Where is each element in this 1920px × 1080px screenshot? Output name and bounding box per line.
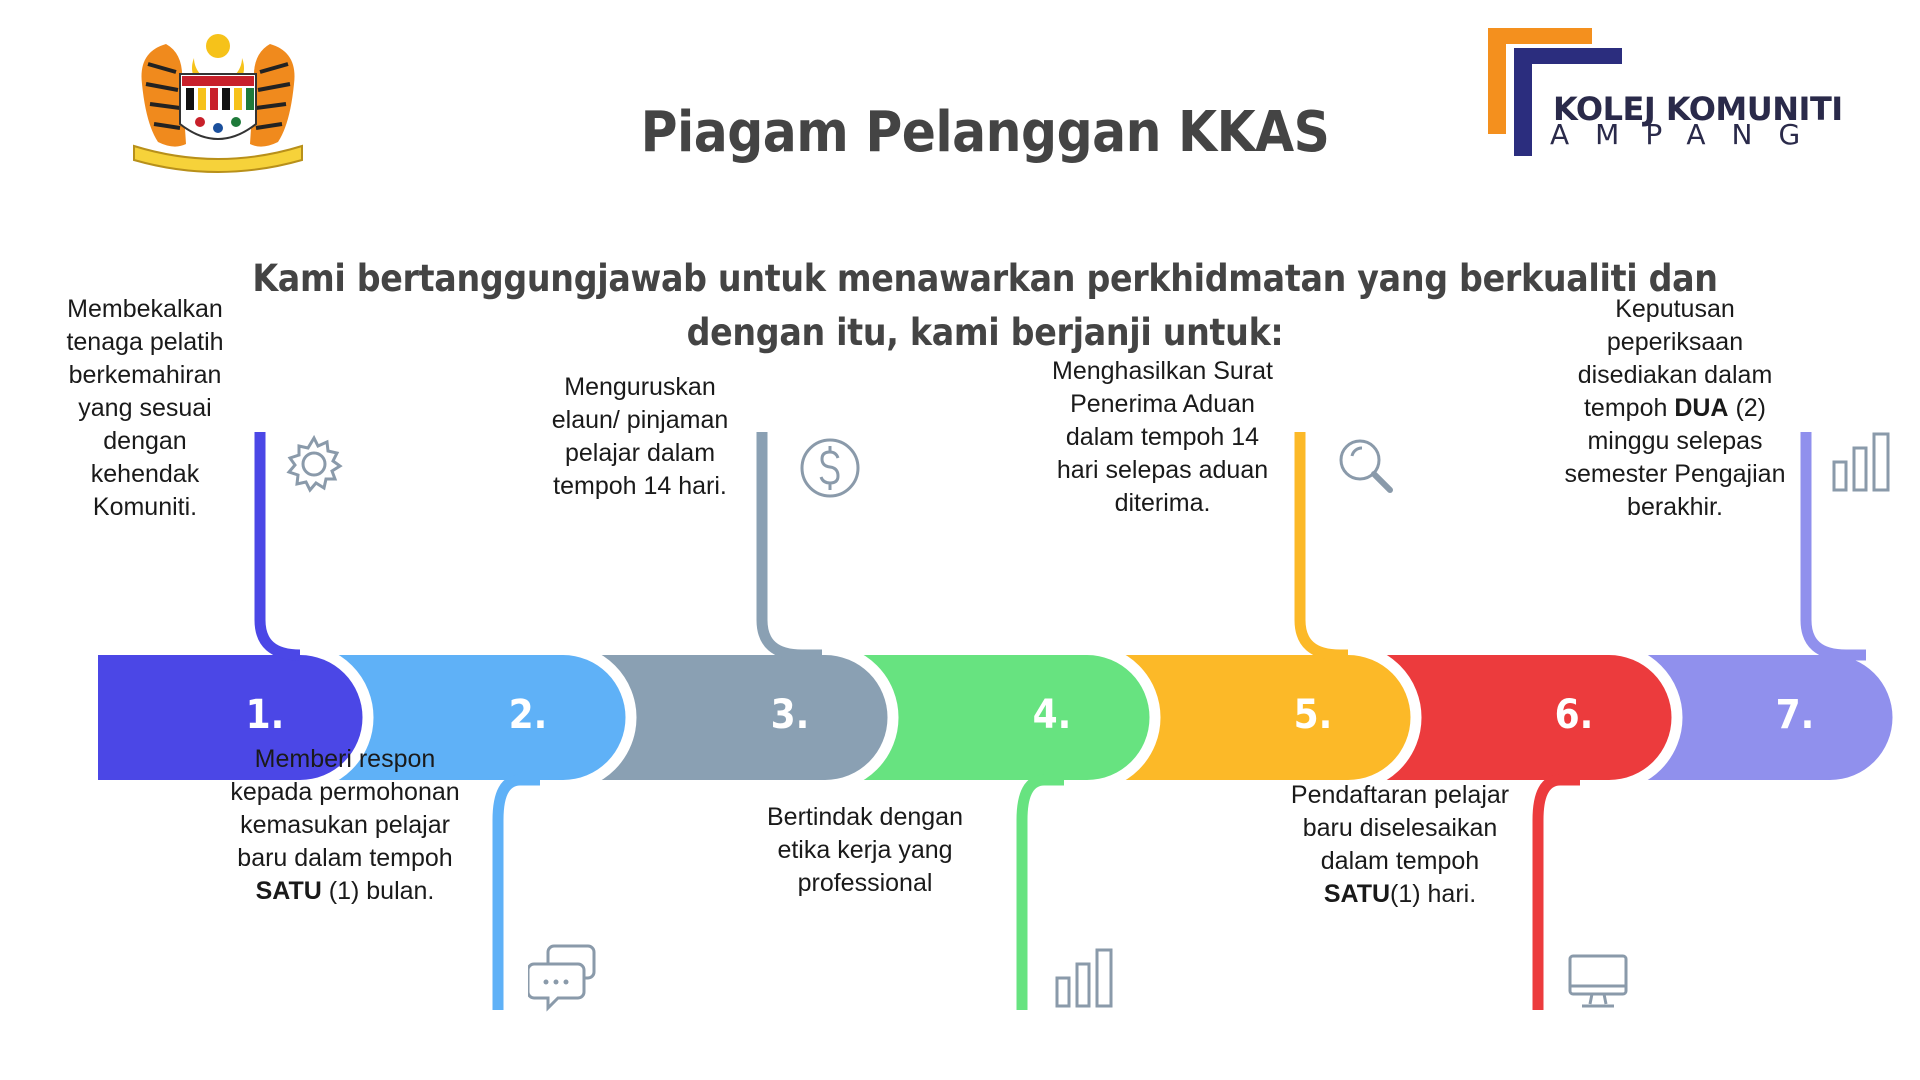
gear-icon: [282, 432, 346, 501]
dollar-icon: [798, 436, 862, 505]
bar-chart-icon: [1830, 430, 1894, 499]
search-icon: [1336, 436, 1396, 501]
page-subtitle: Kami bertanggungjawab untuk menawarkan perkhidmatan yang berkualiti dan dengan itu, kami berjanji untuk:: [252, 257, 1718, 354]
step-description-7: Keputusan peperiksaan disediakan dalam tempoh DUA (2) minggu selepas semester Pengajian berakhir.: [1564, 294, 1786, 521]
logo-line-2: AMPANG: [1550, 118, 1827, 151]
monitor-icon: [1566, 950, 1630, 1019]
page-title: Piagam Pelanggan KKAS: [640, 100, 1330, 165]
step-number-4: 4.: [1032, 692, 1072, 738]
step-number-1: 1.: [245, 692, 285, 738]
step-description-2: Memberi respon kepada permohonan kemasukan pelajar baru dalam tempoh SATU (1) bulan.: [230, 744, 460, 905]
step-number-7: 7.: [1775, 692, 1815, 738]
step-number-3: 3.: [770, 692, 810, 738]
logo-line-1: KOLEJ KOMUNITI: [1553, 90, 1843, 128]
step-number-6: 6.: [1554, 692, 1594, 738]
step-description-4: Bertindak dengan etika kerja yang professional: [767, 802, 963, 897]
chat-icon: [528, 942, 600, 1019]
bar-chart-icon: [1053, 946, 1117, 1015]
step-number-5: 5.: [1293, 692, 1333, 738]
step-description-5: Menghasilkan Surat Penerima Aduan dalam tempoh 14 hari selepas aduan diterima.: [1052, 356, 1273, 517]
step-description-1: Membekalkan tenaga pelatih berkemahiran yang sesuai dengan kehendak Komuniti.: [66, 294, 224, 521]
step-description-3: Menguruskan elaun/ pinjaman pelajar dalam tempoh 14 hari.: [551, 373, 729, 500]
step-description-6: Pendaftaran pelajar baru diselesaikan dalam tempoh SATU(1) hari.: [1290, 781, 1510, 908]
step-number-2: 2.: [508, 692, 548, 738]
